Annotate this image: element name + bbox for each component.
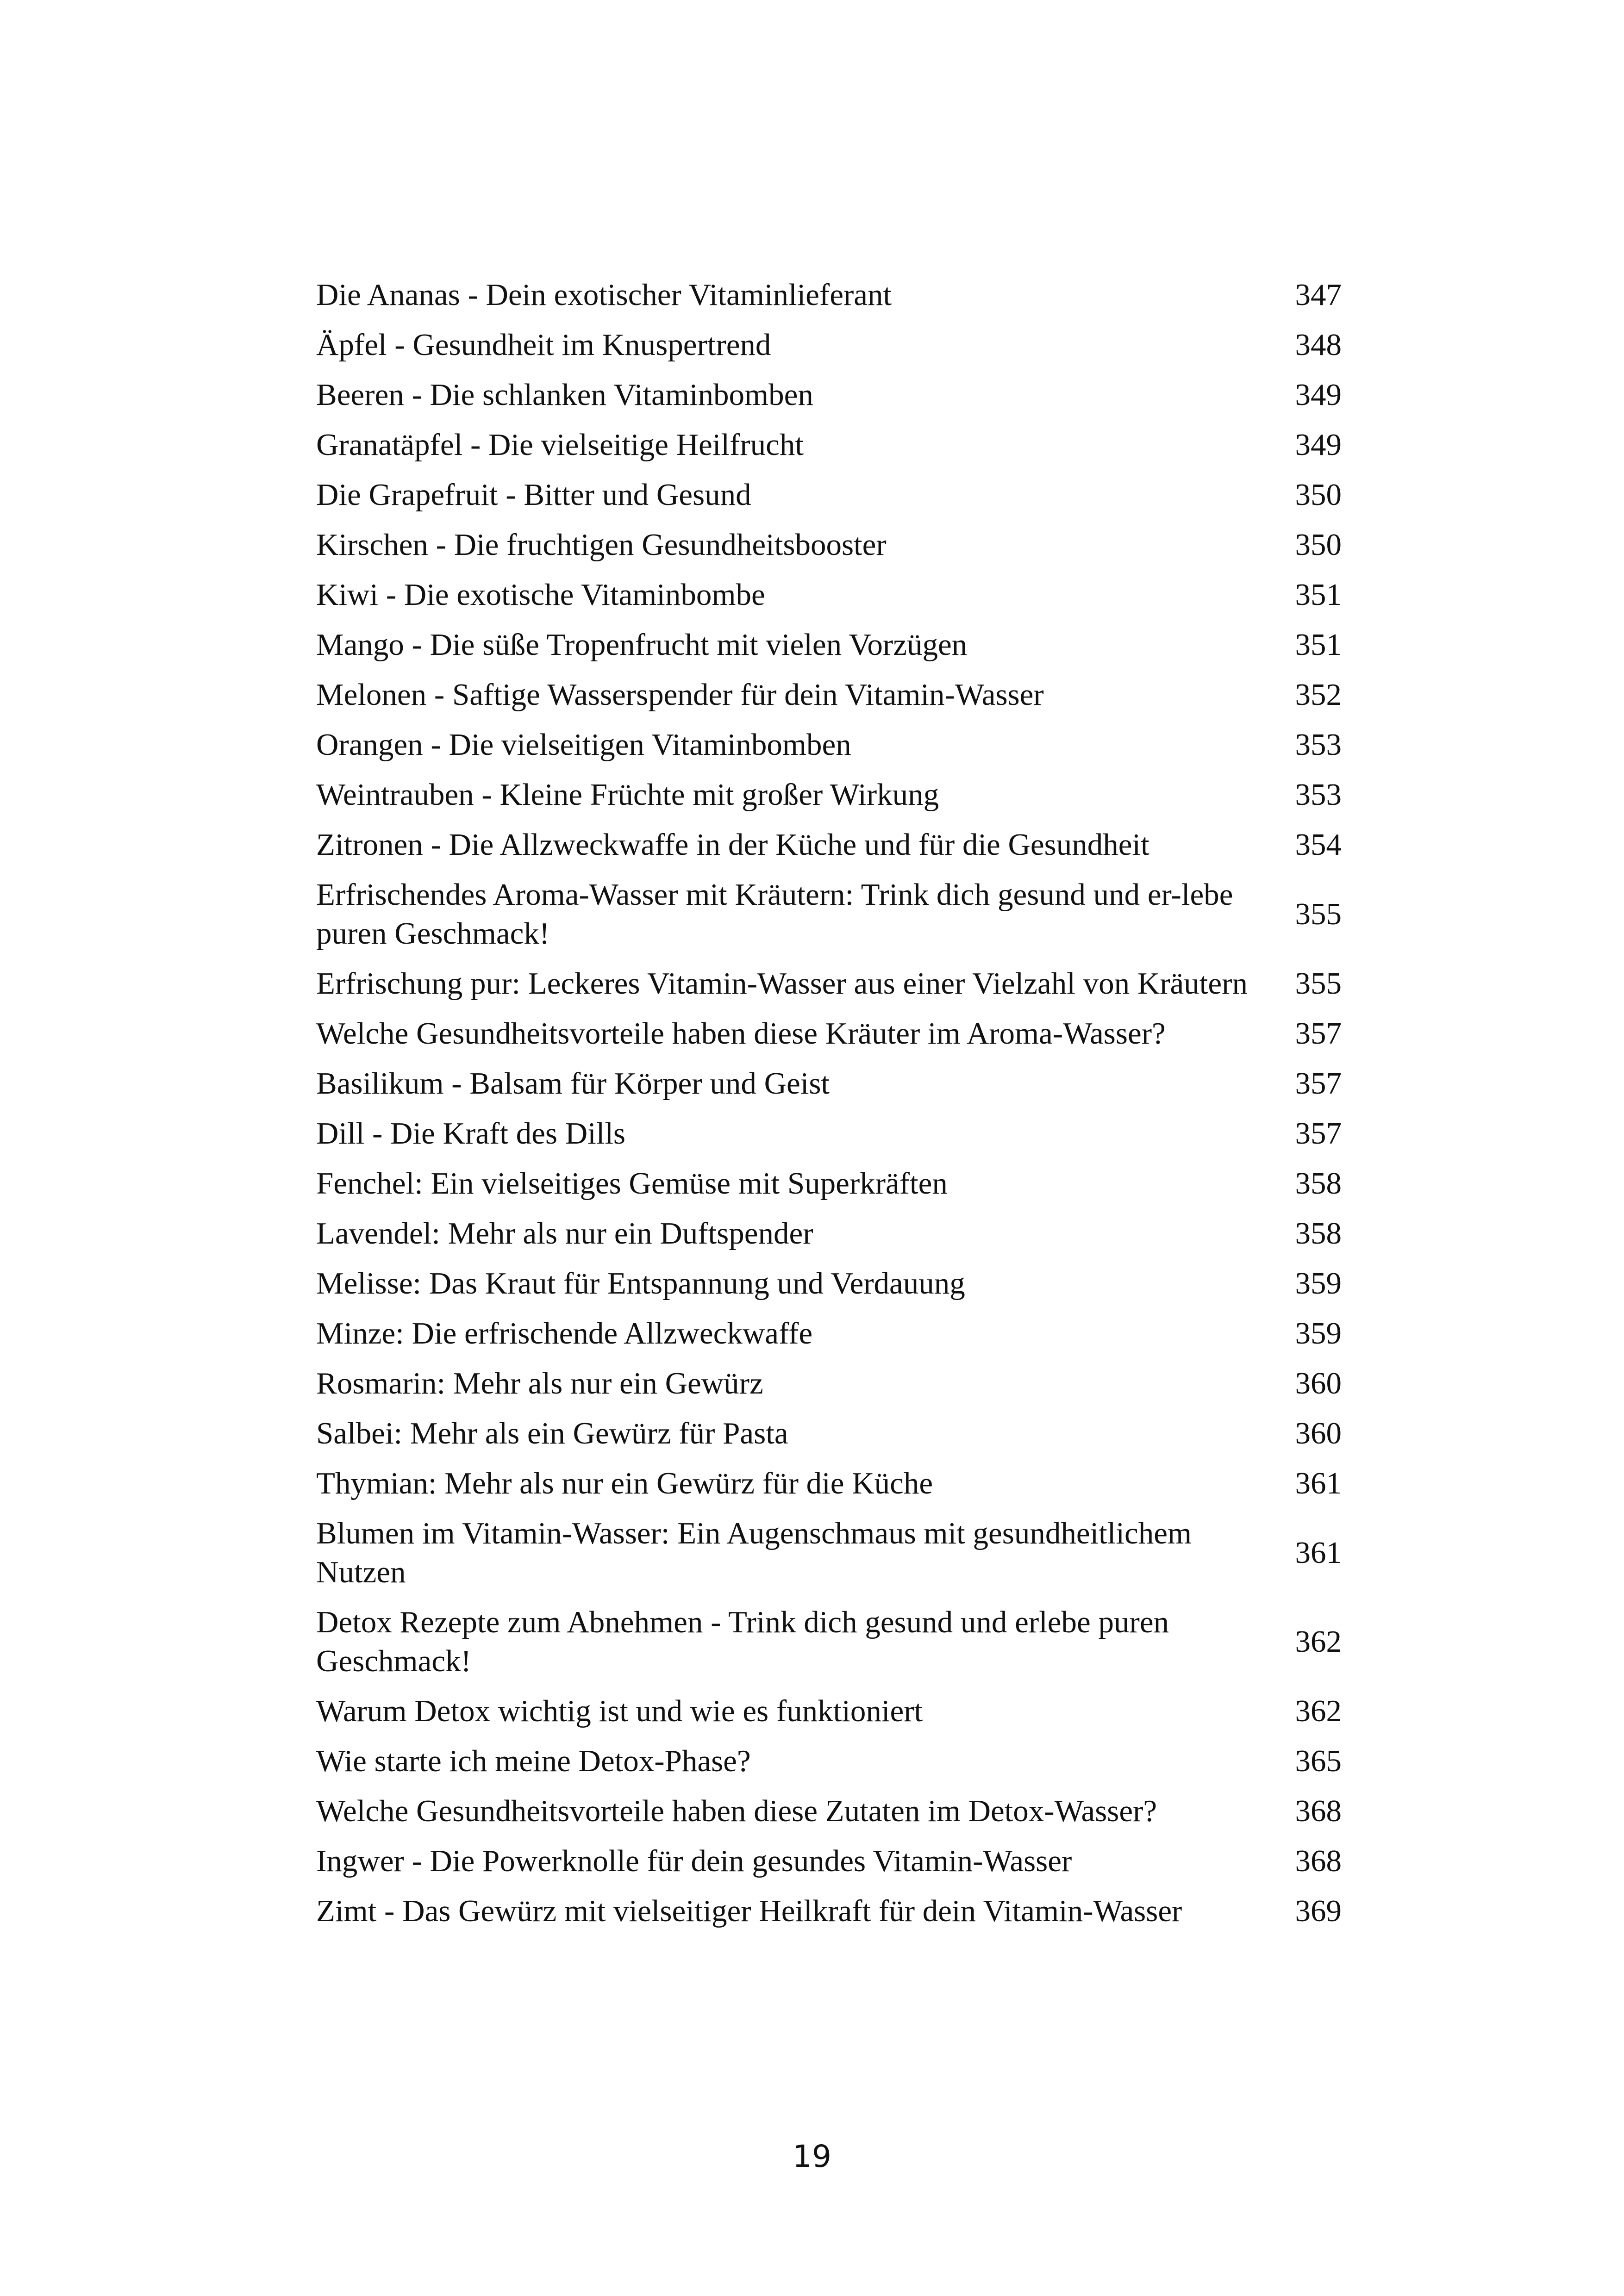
page-number: 19	[793, 2139, 831, 2174]
toc-entry[interactable]	[316, 1014, 1342, 1053]
toc-entry-page: 358	[1295, 1166, 1342, 1201]
toc-entry-page: 362	[1295, 1624, 1342, 1659]
toc-entry-title: Warum Detox wichtig ist und wie es funktioniert	[316, 1694, 923, 1728]
table-of-contents	[316, 275, 1342, 1941]
toc-entry-title: Kirschen - Die fruchtigen Gesundheitsbooster	[316, 528, 887, 562]
toc-entry-page: 365	[1295, 1744, 1342, 1778]
toc-entry[interactable]	[316, 1842, 1342, 1880]
toc-entry-title: Fenchel: Ein vielseitiges Gemüse mit Superkräften	[316, 1166, 948, 1201]
toc-entry-page: 350	[1295, 478, 1342, 512]
toc-entry[interactable]	[316, 625, 1342, 664]
toc-entry-title: Orangen - Die vielseitigen Vitaminbomben	[316, 728, 851, 762]
toc-entry-title: Salbei: Mehr als ein Gewürz für Pasta	[316, 1416, 788, 1450]
toc-entry-title: Kiwi - Die exotische Vitaminbombe	[316, 578, 765, 612]
toc-entry[interactable]	[316, 1164, 1342, 1203]
toc-entry[interactable]	[316, 775, 1342, 814]
toc-entry-page: 359	[1295, 1266, 1342, 1300]
toc-entry[interactable]	[316, 425, 1342, 464]
toc-entry-title: Blumen im Vitamin-Wasser: Ein Augenschmaus mit gesundheitlichem Nutzen	[316, 1516, 1192, 1589]
toc-entry[interactable]	[316, 1892, 1342, 1930]
toc-entry-page: 354	[1295, 828, 1342, 862]
toc-entry-page: 353	[1295, 778, 1342, 812]
toc-entry-title: Lavendel: Mehr als nur ein Duftspender	[316, 1216, 813, 1251]
toc-entry-title: Detox Rezepte zum Abnehmen - Trink dich gesund und erlebe puren Geschmack!	[316, 1605, 1169, 1678]
toc-entry-title: Granatäpfel - Die vielseitige Heilfrucht	[316, 428, 804, 462]
toc-entry-page: 368	[1295, 1844, 1342, 1878]
toc-entry-page: 360	[1295, 1416, 1342, 1450]
toc-entry-page: 349	[1295, 428, 1342, 462]
toc-entry-page: 357	[1295, 1066, 1342, 1101]
toc-entry[interactable]	[316, 1064, 1342, 1103]
toc-entry[interactable]	[316, 1414, 1342, 1453]
toc-entry[interactable]	[316, 1464, 1342, 1503]
toc-entry-page: 358	[1295, 1216, 1342, 1251]
toc-entry[interactable]	[316, 1364, 1342, 1403]
toc-entry-title: Ingwer - Die Powerknolle für dein gesundes Vitamin-Wasser	[316, 1844, 1072, 1878]
toc-entry-page: 355	[1295, 966, 1342, 1001]
toc-entry-title: Basilikum - Balsam für Körper und Geist	[316, 1066, 830, 1101]
toc-entry-title: Mango - Die süße Tropenfrucht mit vielen Vorzügen	[316, 628, 968, 662]
toc-entry-title: Zitronen - Die Allzweckwaffe in der Küche und für die Gesundheit	[316, 828, 1149, 862]
toc-entry-page: 368	[1295, 1794, 1342, 1828]
toc-entry-title: Weintrauben - Kleine Früchte mit großer Wirkung	[316, 778, 939, 812]
toc-entry-page: 357	[1295, 1016, 1342, 1051]
toc-entry[interactable]	[316, 575, 1342, 614]
toc-entry-page: 362	[1295, 1694, 1342, 1728]
toc-entry-title: Zimt - Das Gewürz mit vielseitiger Heilkraft für dein Vitamin-Wasser	[316, 1894, 1182, 1928]
toc-entry-page: 355	[1295, 897, 1342, 931]
toc-entry-page: 361	[1295, 1466, 1342, 1500]
toc-entry-page: 369	[1295, 1894, 1342, 1928]
toc-entry[interactable]	[316, 675, 1342, 714]
toc-entry-title: Dill - Die Kraft des Dills	[316, 1116, 626, 1151]
toc-entry-title: Welche Gesundheitsvorteile haben diese Zutaten im Detox-Wasser?	[316, 1794, 1157, 1828]
toc-entry-title: Melisse: Das Kraut für Entspannung und Verdauung	[316, 1266, 965, 1300]
toc-entry[interactable]	[316, 1742, 1342, 1780]
toc-entry-page: 352	[1295, 678, 1342, 712]
toc-entry-page: 348	[1295, 328, 1342, 362]
toc-entry-page: 360	[1295, 1366, 1342, 1400]
toc-entry-title: Thymian: Mehr als nur ein Gewürz für die Küche	[316, 1466, 933, 1500]
toc-entry-page: 361	[1295, 1536, 1342, 1570]
toc-entry[interactable]	[316, 964, 1342, 1003]
toc-entry[interactable]	[316, 1314, 1342, 1353]
toc-entry[interactable]	[316, 325, 1342, 364]
toc-entry[interactable]	[316, 525, 1342, 564]
toc-entry-title: Die Ananas - Dein exotischer Vitaminlieferant	[316, 278, 892, 312]
toc-entry[interactable]	[316, 1692, 1342, 1730]
toc-entry[interactable]	[316, 875, 1342, 953]
toc-entry-title: Minze: Die erfrischende Allzweckwaffe	[316, 1316, 813, 1350]
toc-entry[interactable]	[316, 275, 1342, 314]
toc-entry-title: Melonen - Saftige Wasserspender für dein Vitamin-Wasser	[316, 678, 1044, 712]
toc-entry-page: 353	[1295, 728, 1342, 762]
toc-entry-title: Äpfel - Gesundheit im Knuspertrend	[316, 328, 771, 362]
toc-entry-page: 347	[1295, 278, 1342, 312]
toc-entry-title: Erfrischendes Aroma-Wasser mit Kräutern: Trink dich gesund und er-lebe puren Geschmack!	[316, 877, 1233, 951]
toc-entry-page: 350	[1295, 528, 1342, 562]
toc-entry-title: Beeren - Die schlanken Vitaminbomben	[316, 378, 813, 412]
toc-entry-page: 349	[1295, 378, 1342, 412]
toc-entry[interactable]	[316, 1514, 1342, 1592]
toc-entry-title: Erfrischung pur: Leckeres Vitamin-Wasser aus einer Vielzahl von Kräutern	[316, 966, 1248, 1001]
toc-entry-page: 359	[1295, 1316, 1342, 1350]
toc-entry[interactable]	[316, 825, 1342, 864]
toc-entry[interactable]	[316, 1603, 1342, 1680]
toc-entry-title: Wie starte ich meine Detox-Phase?	[316, 1744, 751, 1778]
toc-entry-title: Die Grapefruit - Bitter und Gesund	[316, 478, 751, 512]
toc-entry-page: 351	[1295, 628, 1342, 662]
toc-entry[interactable]	[316, 375, 1342, 414]
toc-entry[interactable]	[316, 1214, 1342, 1253]
toc-entry[interactable]	[316, 1264, 1342, 1303]
toc-entry-page: 357	[1295, 1116, 1342, 1151]
toc-entry[interactable]	[316, 475, 1342, 514]
toc-entry[interactable]	[316, 1792, 1342, 1830]
toc-entry-page: 351	[1295, 578, 1342, 612]
toc-entry[interactable]	[316, 725, 1342, 764]
toc-entry-title: Welche Gesundheitsvorteile haben diese Kräuter im Aroma-Wasser?	[316, 1016, 1166, 1051]
toc-entry-title: Rosmarin: Mehr als nur ein Gewürz	[316, 1366, 763, 1400]
toc-entry[interactable]	[316, 1114, 1342, 1153]
